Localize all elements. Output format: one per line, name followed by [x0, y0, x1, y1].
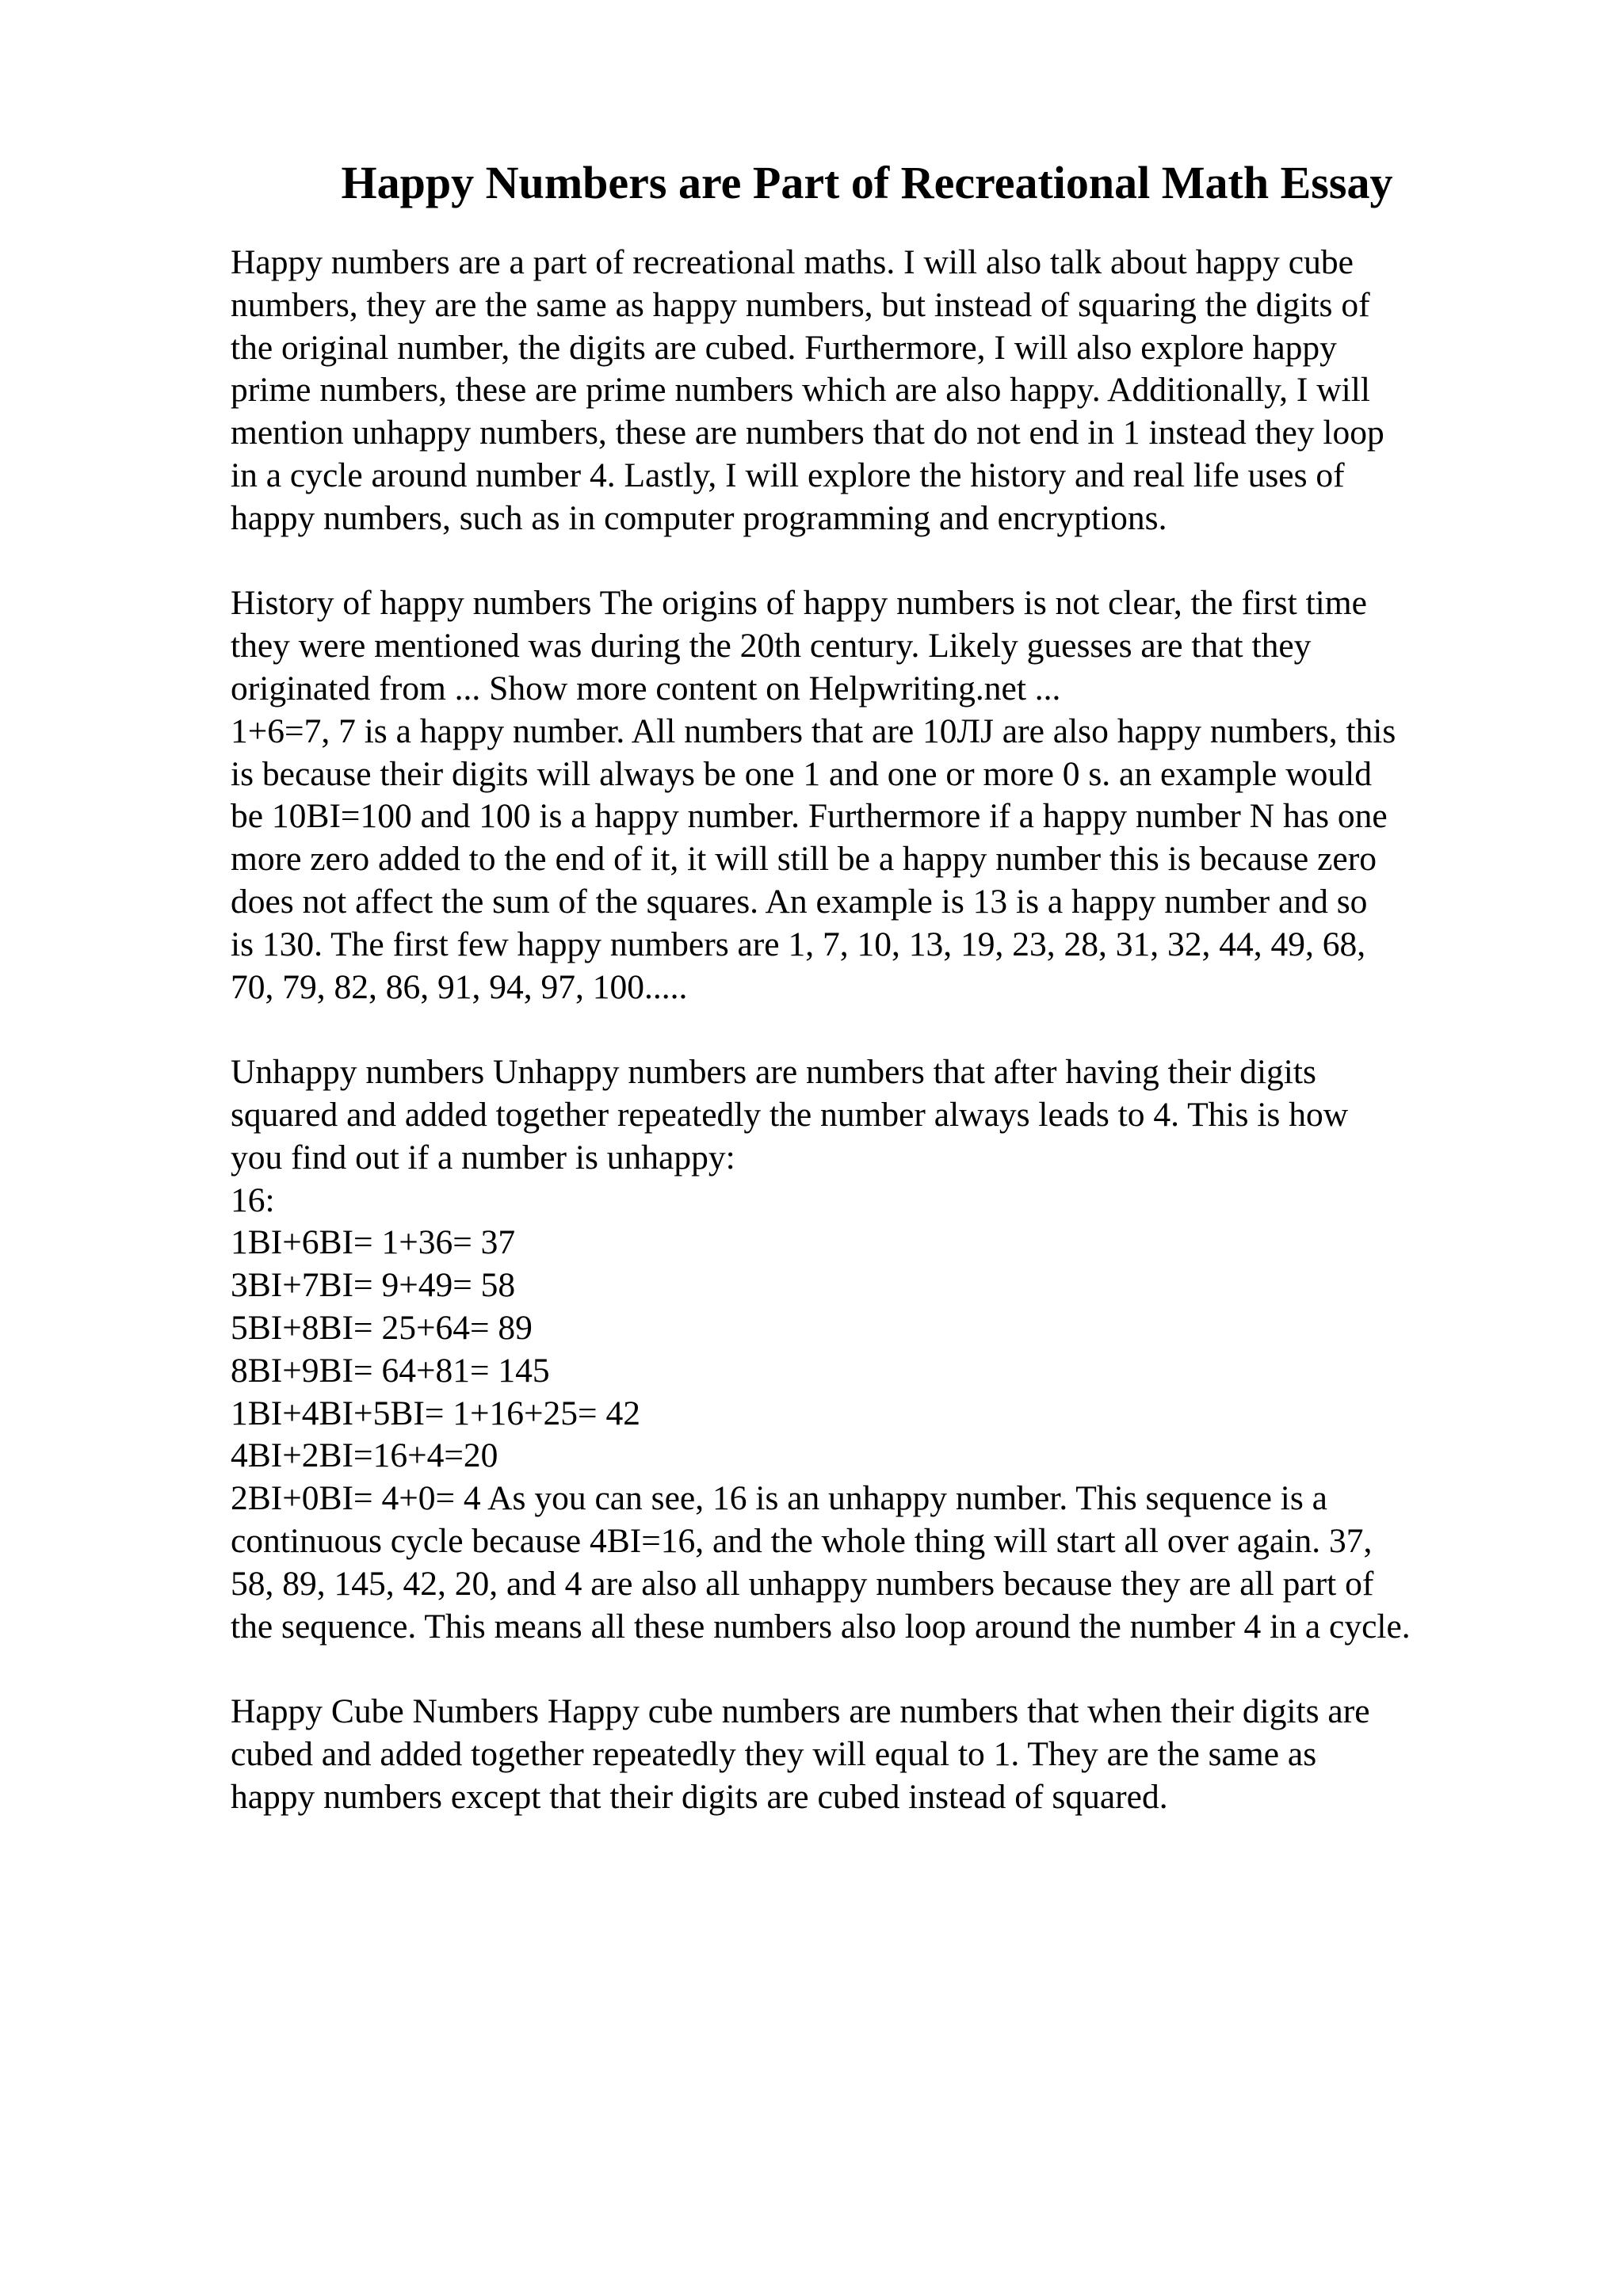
- document-body: [231, 242, 1578, 1818]
- text-line: in a cycle around number 4. Lastly, I will explore the history and real life uses of: [231, 456, 1345, 494]
- text-line: Unhappy numbers Unhappy numbers are numbers that after having their digits: [231, 1053, 1316, 1092]
- paragraph: [231, 582, 1578, 1009]
- text-line: Happy Cube Numbers Happy cube numbers are numbers that when their digits are: [231, 1692, 1370, 1731]
- text-line: originated from ... Show more content on Helpwriting.net ...: [231, 669, 1061, 707]
- text-line: the original number, the digits are cubed. Furthermore, I will also explore happy: [231, 328, 1337, 367]
- paragraph: [231, 242, 1578, 540]
- text-line: 16:: [231, 1180, 275, 1219]
- text-line: cubed and added together repeatedly they will equal to 1. They are the same as: [231, 1734, 1317, 1773]
- text-line: the sequence. This means all these numbers also loop around the number 4 in a cycle.: [231, 1607, 1411, 1646]
- document-title: Happy Numbers are Part of Recreational Math Essay: [341, 157, 1393, 208]
- text-line: they were mentioned was during the 20th century. Likely guesses are that they: [231, 627, 1312, 666]
- text-line: happy numbers except that their digits are cubed instead of squared.: [231, 1777, 1168, 1816]
- text-line: more zero added to the end of it, it will still be a happy number this is because zero: [231, 840, 1377, 879]
- text-line: History of happy numbers The origins of happy numbers is not clear, the first time: [231, 584, 1367, 623]
- text-line: is because their digits will always be one 1 and one or more 0 s. an example would: [231, 754, 1372, 793]
- paragraph-gap: [231, 540, 1578, 583]
- text-line: 8BI+9BI= 64+81= 145: [231, 1351, 550, 1390]
- text-line: happy numbers, such as in computer programming and encryptions.: [231, 498, 1167, 537]
- text-line: 4BI+2BI=16+4=20: [231, 1436, 498, 1475]
- paragraph-gap: [231, 1009, 1578, 1051]
- text-line: numbers, they are the same as happy numbers, but instead of squaring the digits of: [231, 285, 1370, 324]
- paragraph: [231, 1051, 1578, 1648]
- text-line: 1BI+6BI= 1+36= 37: [231, 1223, 516, 1262]
- text-line: prime numbers, these are prime numbers which are also happy. Additionally, I will: [231, 371, 1370, 410]
- text-line: you find out if a number is unhappy:: [231, 1138, 735, 1177]
- text-line: 3BI+7BI= 9+49= 58: [231, 1266, 516, 1305]
- text-line: be 10BI=100 and 100 is a happy number. Furthermore if a happy number N has one: [231, 797, 1388, 836]
- text-line: 5BI+8BI= 25+64= 89: [231, 1308, 533, 1347]
- text-line: 1+6=7, 7 is a happy number. All numbers that are 10ЛЈ are also happy numbers, this: [231, 711, 1396, 750]
- paragraph: [231, 1691, 1578, 1818]
- text-line: does not affect the sum of the squares. An example is 13 is a happy number and so: [231, 882, 1368, 921]
- text-line: 2BI+0BI= 4+0= 4 As you can see, 16 is an unhappy number. This sequence is a: [231, 1479, 1327, 1518]
- text-line: 1BI+4BI+5BI= 1+16+25= 42: [231, 1394, 640, 1432]
- text-line: squared and added together repeatedly the number always leads to 4. This is how: [231, 1095, 1349, 1134]
- text-line: 58, 89, 145, 42, 20, and 4 are also all unhappy numbers because they are all part of: [231, 1564, 1374, 1603]
- text-line: continuous cycle because 4BI=16, and the whole thing will start all over again. 37,: [231, 1521, 1373, 1560]
- text-line: mention unhappy numbers, these are numbers that do not end in 1 instead they loop: [231, 414, 1384, 452]
- text-line: is 130. The first few happy numbers are 1, 7, 10, 13, 19, 23, 28, 31, 32, 44, 49, 68,: [231, 925, 1366, 963]
- text-line: Happy numbers are a part of recreational maths. I will also talk about happy cube: [231, 243, 1354, 281]
- text-line: 70, 79, 82, 86, 91, 94, 97, 100.....: [231, 967, 688, 1006]
- paragraph-gap: [231, 1648, 1578, 1691]
